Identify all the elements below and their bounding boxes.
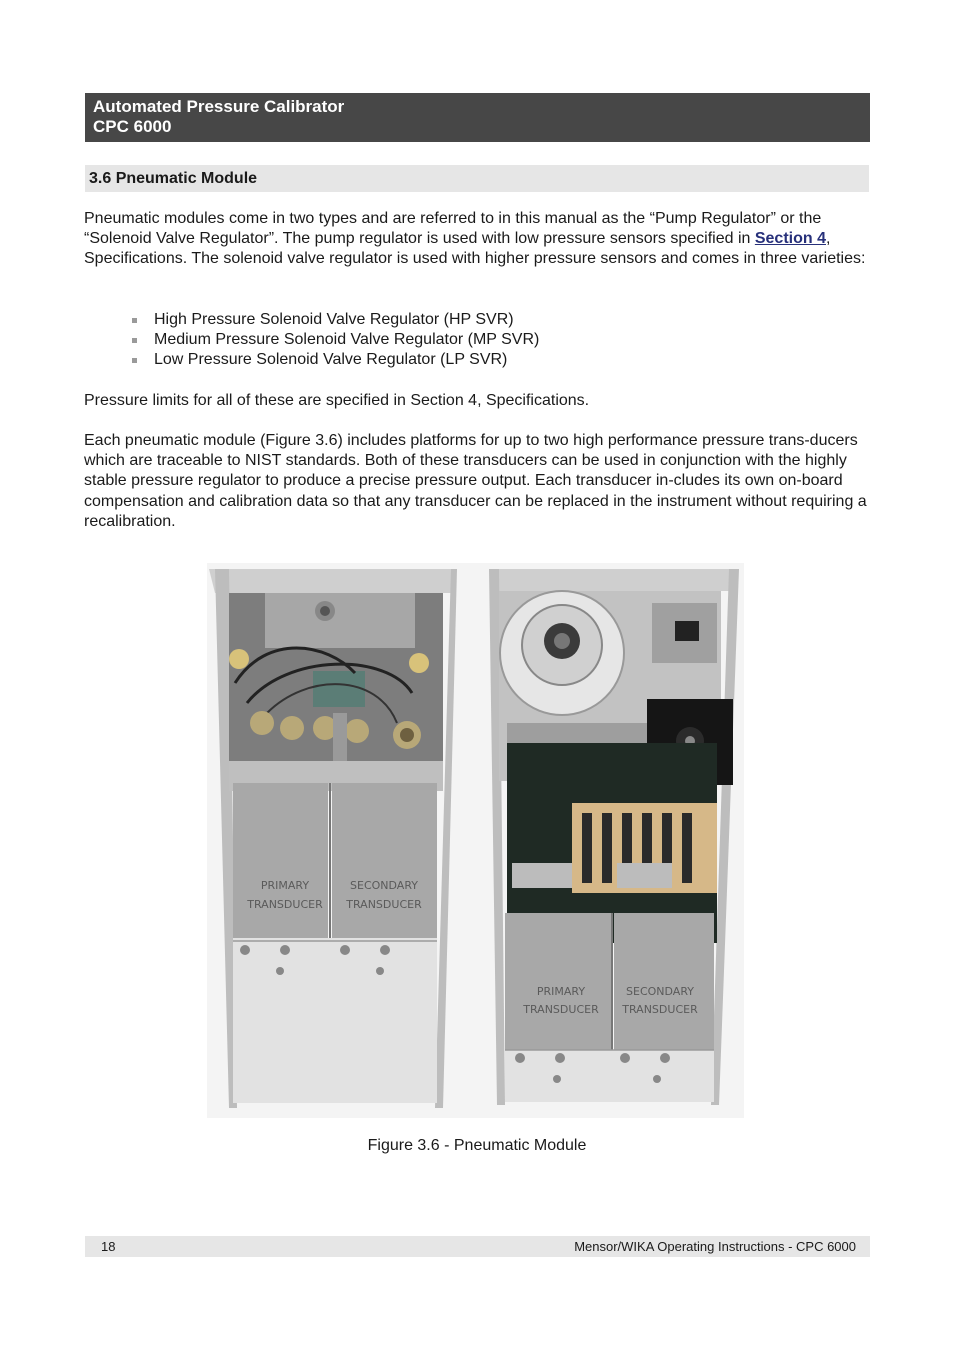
svr-variety-list bbox=[132, 310, 539, 371]
list-item: Medium Pressure Solenoid Valve Regulator (MP SVR) bbox=[132, 330, 539, 350]
left-secondary-label-2: TRANSDUCER bbox=[346, 898, 422, 911]
intro-text-after-link: , Specifications. The solenoid valve regulator is used with higher pressure sensors and comes in three varieties: bbox=[84, 230, 866, 268]
right-secondary-label-1: SECONDARY bbox=[626, 985, 694, 998]
section-4-link[interactable]: Section 4 bbox=[754, 230, 826, 248]
footer-doc-title: Mensor/WIKA Operating Instructions - CPC 6000 bbox=[574, 1239, 856, 1254]
pressure-limits-paragraph: Pressure limits for all of these are specified in Section 4, Specifications. bbox=[84, 392, 590, 409]
module-description-paragraph: Each pneumatic module (Figure 3.6) includes platforms for up to two high performance pressure trans-ducers which are traceable to NIST standards. Both of these transducers can be used in conjunction with the highly stable pressure regulator to produce a precise pressure output. Each transducer in-cludes its own on-board compensation and calibration data so that any transducer can be replaced in the instrument without requiring a recalibration. bbox=[84, 432, 867, 530]
section-heading: 3.6 Pneumatic Module bbox=[85, 165, 869, 192]
figure-caption: Figure 3.6 - Pneumatic Module bbox=[367, 1137, 587, 1154]
list-item: High Pressure Solenoid Valve Regulator (HP SVR) bbox=[132, 310, 539, 330]
list-item: Low Pressure Solenoid Valve Regulator (LP SVR) bbox=[132, 350, 539, 370]
bullet-square-icon bbox=[132, 318, 137, 323]
intro-text-before-link: Pneumatic modules come in two types and are referred to in this manual as the “Pump Regulator” or the “Solenoid Valve Regulator”. The pump regulator is used with low pressure sensors specified in bbox=[84, 210, 822, 248]
bullet-square-icon bbox=[132, 338, 137, 343]
document-header bbox=[85, 93, 870, 142]
page-footer bbox=[85, 1236, 870, 1257]
page-number: 18 bbox=[101, 1239, 116, 1254]
right-primary-label-2: TRANSDUCER bbox=[523, 1003, 599, 1016]
intro-paragraph bbox=[84, 209, 870, 270]
right-module bbox=[489, 569, 739, 1105]
bullet-square-icon bbox=[132, 358, 137, 363]
left-primary-label-2: TRANSDUCER bbox=[247, 898, 323, 911]
left-module bbox=[209, 569, 457, 1108]
left-primary-label-1: PRIMARY bbox=[260, 879, 310, 892]
right-primary-label-1: PRIMARY bbox=[536, 985, 586, 998]
right-secondary-label-2: TRANSDUCER bbox=[622, 1003, 698, 1016]
header-title-line2: CPC 6000 bbox=[93, 117, 172, 136]
header-title-line1: Automated Pressure Calibrator bbox=[93, 97, 345, 116]
pneumatic-module-photo bbox=[207, 563, 744, 1118]
left-secondary-label-1: SECONDARY bbox=[350, 879, 418, 892]
